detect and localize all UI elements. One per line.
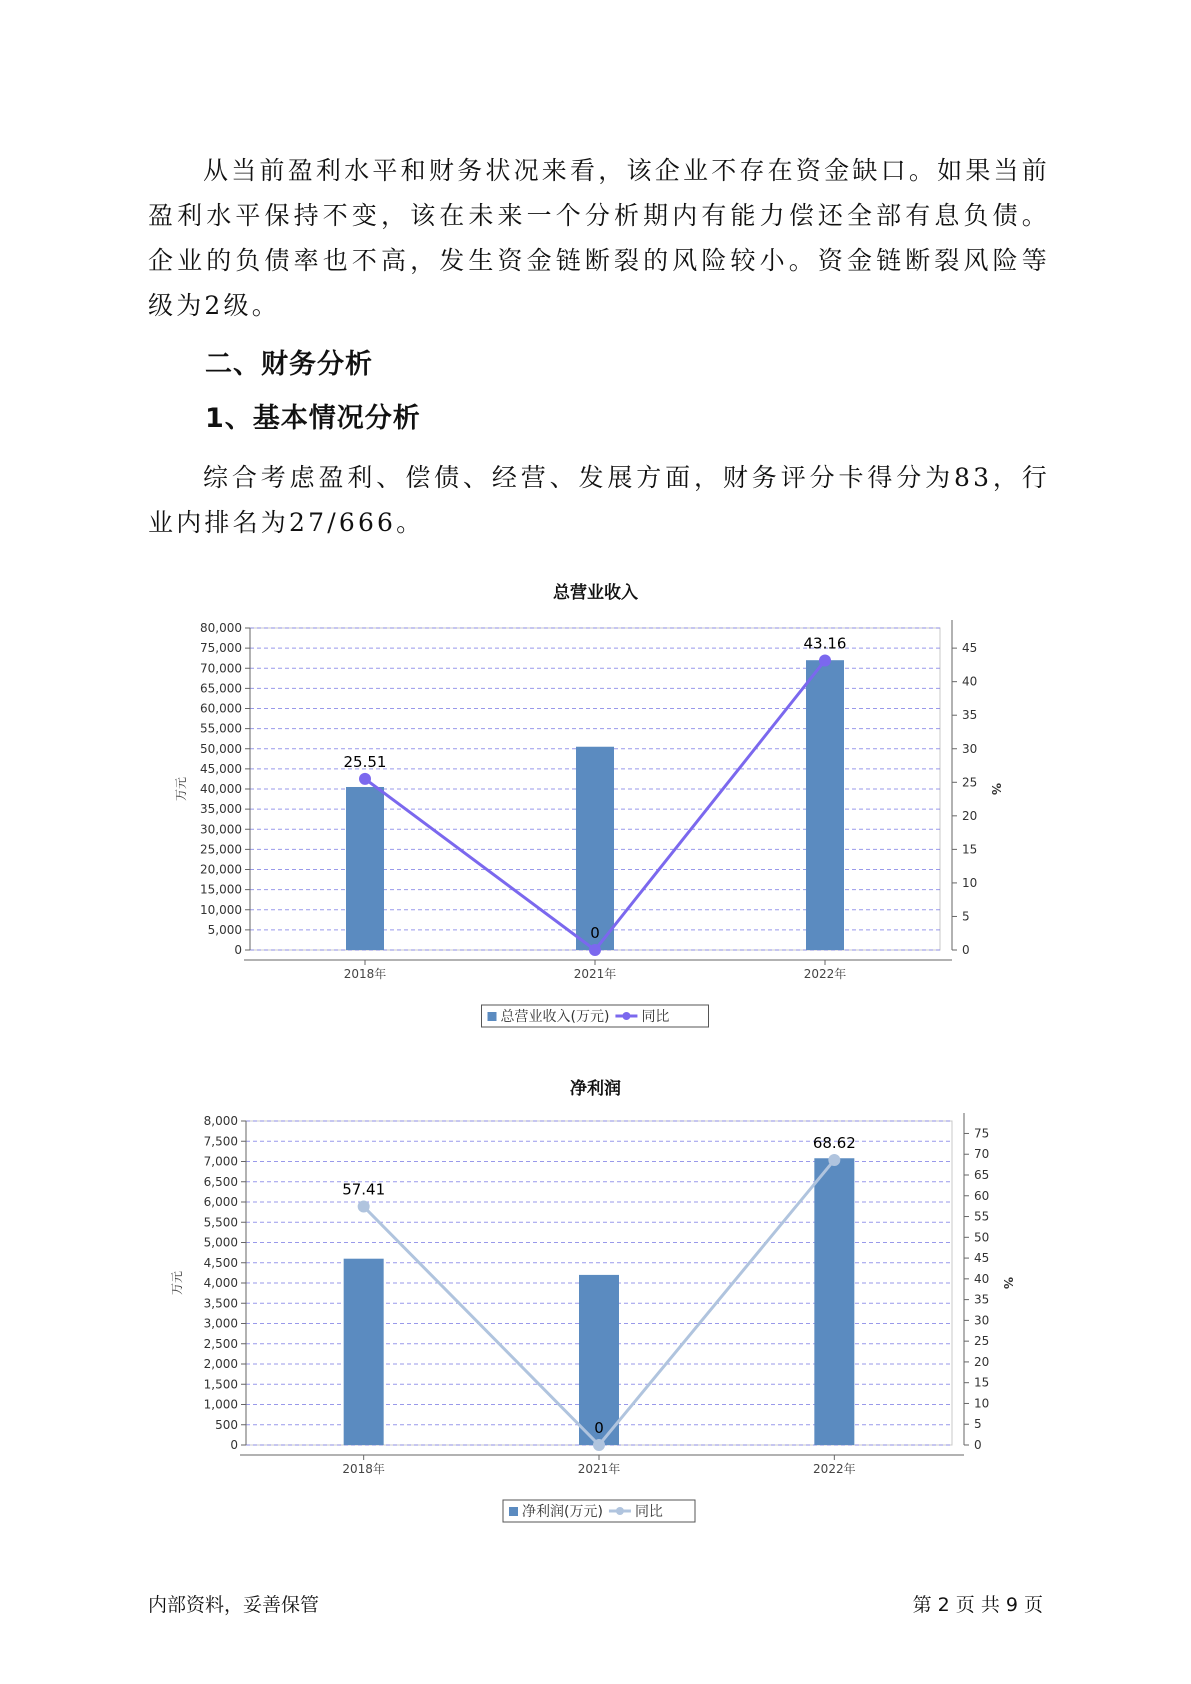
y2-tick-label: 20 <box>962 808 978 823</box>
y2-tick-label: 70 <box>974 1147 990 1162</box>
x-tick-label: 2018年 <box>342 1462 385 1476</box>
y2-tick-label: 20 <box>974 1354 990 1369</box>
y-tick-label: 75,000 <box>200 641 242 656</box>
y2-tick-label: 15 <box>974 1375 990 1390</box>
y-tick-label: 0 <box>230 1438 238 1452</box>
chart-title-revenue: 总营业收入 <box>553 583 638 603</box>
y-tick-label: 3,500 <box>203 1296 238 1311</box>
x-tick-label: 2022年 <box>803 967 847 981</box>
y-tick-label: 1,000 <box>203 1397 238 1412</box>
footer-confidential-note: 内部资料，妥善保管 <box>148 1594 320 1616</box>
y2-tick-label: 60 <box>974 1188 990 1203</box>
line-point <box>358 1201 370 1213</box>
y-axis-label: 万元 <box>170 1270 184 1296</box>
y2-axis-label: % <box>1001 1276 1015 1290</box>
bar <box>576 747 614 950</box>
y2-tick-label: 0 <box>974 1438 982 1452</box>
x-tick-label: 2022年 <box>813 1462 856 1476</box>
y-tick-label: 7,500 <box>203 1134 238 1149</box>
bar <box>346 787 384 950</box>
y-tick-label: 0 <box>234 943 242 957</box>
y2-tick-label: 25 <box>974 1334 990 1349</box>
bar <box>814 1158 854 1445</box>
y2-tick-label: 75 <box>974 1126 990 1141</box>
line-point <box>359 773 371 785</box>
y-tick-label: 5,000 <box>203 1235 238 1250</box>
y-tick-label: 7,000 <box>203 1154 238 1169</box>
revenue-chart <box>0 600 1191 1025</box>
chart-title-net-profit: 净利润 <box>570 1079 621 1099</box>
y-tick-label: 2,500 <box>203 1336 238 1351</box>
y-tick-label: 4,500 <box>203 1255 238 1270</box>
net-profit-chart <box>0 1095 1191 1520</box>
y2-tick-label: 15 <box>962 842 978 857</box>
y-tick-label: 40,000 <box>200 782 242 796</box>
y-tick-label: 20,000 <box>200 862 242 877</box>
data-label: 57.41 <box>342 1180 386 1199</box>
legend-bar-swatch <box>509 1507 518 1516</box>
section-heading-financial-analysis: 二、财务分析 <box>205 349 373 380</box>
y-tick-label: 15,000 <box>200 882 242 897</box>
y-tick-label: 65,000 <box>200 681 242 696</box>
y-tick-label: 50,000 <box>200 741 242 756</box>
y-tick-label: 10,000 <box>200 902 242 917</box>
paragraph-funding-risk: 从当前盈利水平和财务状况来看，该企业不存在资金缺口。如果当前盈利水平保持不变，该在未来一个分析期内有能力偿还全部有息负债。企业的负债率也不高，发生资金链断裂的风险较小。资金链断裂风险等级为2级。 <box>148 156 1050 320</box>
legend-bar-swatch <box>488 1012 497 1021</box>
y2-tick-label: 30 <box>962 741 978 756</box>
y2-tick-label: 45 <box>974 1251 990 1266</box>
y2-axis-label: % <box>989 782 1003 796</box>
line-point <box>819 654 831 666</box>
y-tick-label: 30,000 <box>200 822 242 837</box>
legend-label: 同比 <box>634 1504 663 1520</box>
data-label: 43.16 <box>803 634 847 653</box>
y-tick-label: 3,000 <box>203 1316 238 1331</box>
footer-page-number: 第 2 页 共 9 页 <box>912 1594 1043 1616</box>
data-label: 0 <box>590 924 600 942</box>
y2-tick-label: 45 <box>962 641 978 656</box>
legend-label: 净利润(万元) <box>522 1504 603 1520</box>
y-tick-label: 45,000 <box>200 761 242 776</box>
line-point <box>828 1154 840 1166</box>
y-tick-label: 25,000 <box>200 842 242 857</box>
bar <box>344 1259 384 1445</box>
paragraph-score: 综合考虑盈利、偿债、经营、发展方面，财务评分卡得分为83，行业内排名为27/666。 <box>148 463 1050 537</box>
y2-tick-label: 30 <box>974 1313 990 1328</box>
y-tick-label: 6,500 <box>203 1174 238 1189</box>
y2-tick-label: 35 <box>974 1292 990 1307</box>
line-point <box>589 944 601 956</box>
y-tick-label: 500 <box>215 1417 238 1432</box>
legend-line-marker <box>616 1507 624 1515</box>
y2-tick-label: 25 <box>962 775 978 790</box>
y2-tick-label: 10 <box>962 875 978 890</box>
y2-tick-label: 55 <box>974 1209 990 1224</box>
legend-line-marker <box>622 1012 630 1020</box>
y-tick-label: 5,000 <box>207 922 242 937</box>
y-tick-label: 4,000 <box>203 1276 238 1290</box>
subsection-heading-basic-analysis: 1、基本情况分析 <box>205 403 421 434</box>
y-tick-label: 1,500 <box>203 1377 238 1392</box>
x-tick-label: 2018年 <box>343 967 387 981</box>
y-tick-label: 5,500 <box>203 1215 238 1230</box>
y2-tick-label: 5 <box>974 1417 982 1432</box>
y-tick-label: 60,000 <box>200 701 242 716</box>
y2-tick-label: 10 <box>974 1396 990 1411</box>
y2-tick-label: 0 <box>962 943 970 957</box>
y-tick-label: 80,000 <box>200 621 242 635</box>
y-axis-label: 万元 <box>174 776 188 802</box>
y2-tick-label: 50 <box>974 1230 990 1245</box>
bar <box>806 660 844 950</box>
y-tick-label: 35,000 <box>200 802 242 817</box>
x-tick-label: 2021年 <box>577 1462 621 1476</box>
y2-tick-label: 65 <box>974 1168 990 1182</box>
y-tick-label: 6,000 <box>203 1195 238 1209</box>
x-tick-label: 2021年 <box>573 967 617 981</box>
legend-label: 同比 <box>641 1009 670 1025</box>
y2-tick-label: 5 <box>962 909 970 924</box>
data-label: 0 <box>594 1419 604 1437</box>
y2-tick-label: 35 <box>962 708 978 723</box>
data-label: 25.51 <box>343 752 387 771</box>
legend-label: 总营业收入(万元) <box>500 1009 610 1025</box>
line-point <box>593 1439 605 1451</box>
y-tick-label: 2,000 <box>203 1357 238 1371</box>
y-tick-label: 8,000 <box>203 1114 238 1128</box>
y-tick-label: 70,000 <box>200 661 242 676</box>
y-tick-label: 55,000 <box>200 721 242 736</box>
data-label: 68.62 <box>812 1133 856 1152</box>
y2-tick-label: 40 <box>962 674 978 689</box>
y2-tick-label: 40 <box>974 1271 990 1286</box>
